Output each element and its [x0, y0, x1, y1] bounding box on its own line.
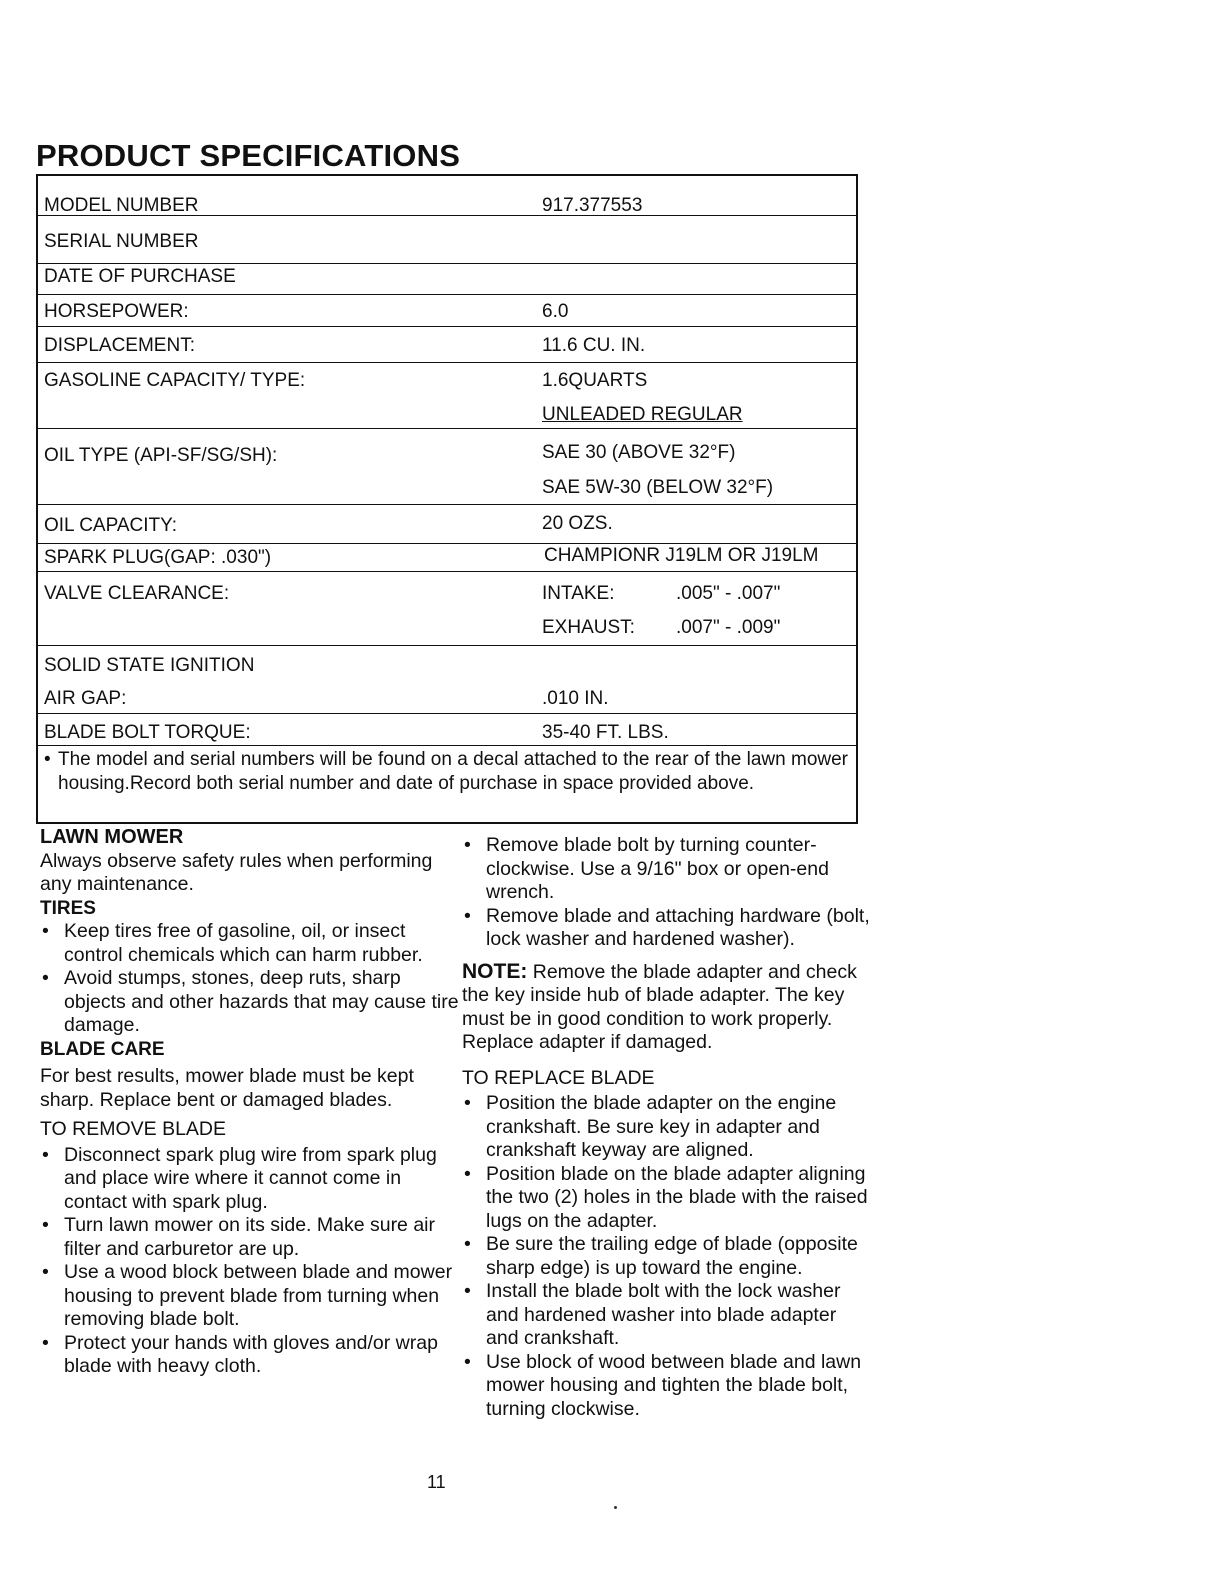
spec-label: OIL TYPE (API-SF/SG/SH):	[44, 445, 278, 466]
spec-row-blade-torque	[38, 714, 856, 746]
spec-label: SOLID STATE IGNITION	[44, 655, 255, 676]
spec-value: SAE 30 (ABOVE 32°F)	[542, 442, 736, 463]
spec-row-air-gap	[38, 680, 856, 714]
spec-row-date	[38, 264, 856, 295]
spec-value: 6.0	[542, 301, 569, 322]
specifications-table	[36, 174, 858, 824]
subsection-heading: BLADE CARE	[40, 1038, 165, 1060]
spec-label: AIR GAP:	[44, 688, 127, 709]
spec-note-text: The model and serial numbers will be found on a decal attached to the rear of the lawn mower housing.Record both serial number and date of purchase in space provided above.	[58, 749, 849, 794]
spec-row-horsepower	[38, 295, 856, 327]
spec-value: 20 OZS.	[542, 513, 613, 534]
spec-row-spark-plug	[38, 544, 856, 572]
subsection-heading: TO REPLACE BLADE	[462, 1066, 655, 1089]
list-item: • Disconnect spark plug wire from spark plug and place wire where it cannot come in contact with spark plug.	[42, 1143, 437, 1213]
spec-value: SAE 5W-30 (BELOW 32°F)	[542, 477, 774, 498]
spec-value: 35-40 FT. LBS.	[542, 722, 669, 743]
spec-label: HORSEPOWER:	[44, 301, 189, 322]
spec-value: 917.377553	[542, 195, 643, 216]
list-item: • Use a wood block between blade and mower housing to prevent blade from turning when removing blade bolt.	[42, 1261, 453, 1330]
spec-row-model	[38, 176, 856, 216]
left-column	[40, 826, 460, 1379]
spec-label: MODEL NUMBER	[44, 195, 199, 216]
section-heading: LAWN MOWER	[40, 826, 184, 848]
spec-value: EXHAUST:	[542, 617, 635, 638]
bullet-icon: •	[42, 1331, 49, 1354]
note-label: NOTE:	[462, 959, 528, 983]
list-item: • Turn lawn mower on its side. Make sure air filter and carburetor are up.	[42, 1214, 435, 1260]
bullet-icon: •	[42, 1261, 49, 1283]
subsection-heading: TIRES	[40, 897, 96, 919]
spec-label: VALVE CLEARANCE:	[44, 583, 230, 604]
spec-value: .005" - .007"	[676, 583, 781, 604]
list-item: • Use block of wood between blade and lawn mower housing and tighten the blade bolt, turning clockwise.	[464, 1350, 862, 1420]
bullet-icon: •	[42, 920, 49, 942]
spec-label: DISPLACEMENT:	[44, 335, 195, 356]
spec-row-serial	[38, 216, 856, 264]
bullet-icon: •	[464, 1233, 471, 1255]
bullet-icon: •	[464, 1162, 471, 1185]
spec-label: BLADE BOLT TORQUE:	[44, 722, 251, 743]
page-title: PRODUCT SPECIFICATIONS	[36, 138, 461, 173]
paragraph: Always observe safety rules when performing any maintenance.	[40, 849, 433, 895]
bullet-icon: •	[44, 749, 51, 770]
spec-value: INTAKE:	[542, 583, 615, 604]
bullet-icon: •	[42, 1143, 49, 1166]
subsection-heading: TO REMOVE BLADE	[40, 1118, 227, 1140]
spec-label: GASOLINE CAPACITY/ TYPE:	[44, 370, 306, 391]
spec-row-gasoline	[38, 363, 856, 429]
spec-value: UNLEADED REGULAR	[542, 404, 743, 425]
spec-label: DATE OF PURCHASE	[44, 266, 236, 287]
note-paragraph: NOTE: Remove the blade adapter and check the key inside hub of blade adapter. The key must be in good condition to work properly. Replace adapter if damaged.	[462, 959, 857, 1053]
spec-value: 11.6 CU. IN.	[542, 335, 646, 356]
bullet-icon: •	[42, 1214, 49, 1236]
list-item: • Keep tires free of gasoline, oil, or insect control chemicals which can harm rubber.	[42, 920, 423, 966]
page-number: 11	[427, 1472, 446, 1492]
spec-value: .007" - .009"	[676, 617, 781, 638]
bullet-icon: •	[464, 834, 471, 856]
scan-speck	[614, 1506, 617, 1509]
spec-value: CHAMPIONR J19LM OR J19LM	[544, 545, 819, 566]
bullet-icon: •	[464, 1350, 471, 1373]
spec-row-oil-capacity	[38, 505, 856, 544]
spec-value: .010 IN.	[542, 688, 609, 709]
list-item: • Install the blade bolt with the lock washer and hardened washer into blade adapter and crankshaft.	[464, 1280, 841, 1349]
list-item: • Protect your hands with gloves and/or wrap blade with heavy cloth.	[42, 1331, 438, 1377]
list-item: • Position the blade adapter on the engine crankshaft. Be sure key in adapter and crankshaft keyway are aligned.	[464, 1092, 837, 1161]
spec-label: OIL CAPACITY:	[44, 515, 178, 536]
right-column	[462, 834, 874, 1421]
spec-label: SERIAL NUMBER	[44, 231, 199, 252]
list-item: • Be sure the trailing edge of blade (opposite sharp edge) is up toward the engine.	[464, 1233, 858, 1279]
paragraph: For best results, mower blade must be kept sharp. Replace bent or damaged blades.	[40, 1065, 414, 1111]
bullet-icon: •	[464, 1280, 471, 1302]
bullet-icon: •	[42, 967, 49, 989]
spec-row-ignition	[38, 646, 856, 680]
list-item: • Position blade on the blade adapter aligning the two (2) holes in the blade with the raised lugs on the adapter.	[464, 1162, 868, 1232]
list-item: • Remove blade bolt by turning counter-clockwise. Use a 9/16" box or open-end wrench.	[464, 834, 829, 903]
spec-row-valve-clearance	[38, 572, 856, 646]
list-item: • Remove blade and attaching hardware (bolt, lock washer and hardened washer).	[464, 904, 870, 950]
spec-row-displacement	[38, 327, 856, 363]
spec-value: 1.6QUARTS	[542, 370, 648, 391]
spec-row-oil-type	[38, 429, 856, 505]
bullet-icon: •	[464, 1092, 471, 1114]
spec-label: SPARK PLUG(GAP: .030")	[44, 547, 272, 568]
bullet-icon: •	[464, 904, 471, 927]
list-item: • Avoid stumps, stones, deep ruts, sharp objects and other hazards that may cause tire damage.	[42, 967, 459, 1036]
